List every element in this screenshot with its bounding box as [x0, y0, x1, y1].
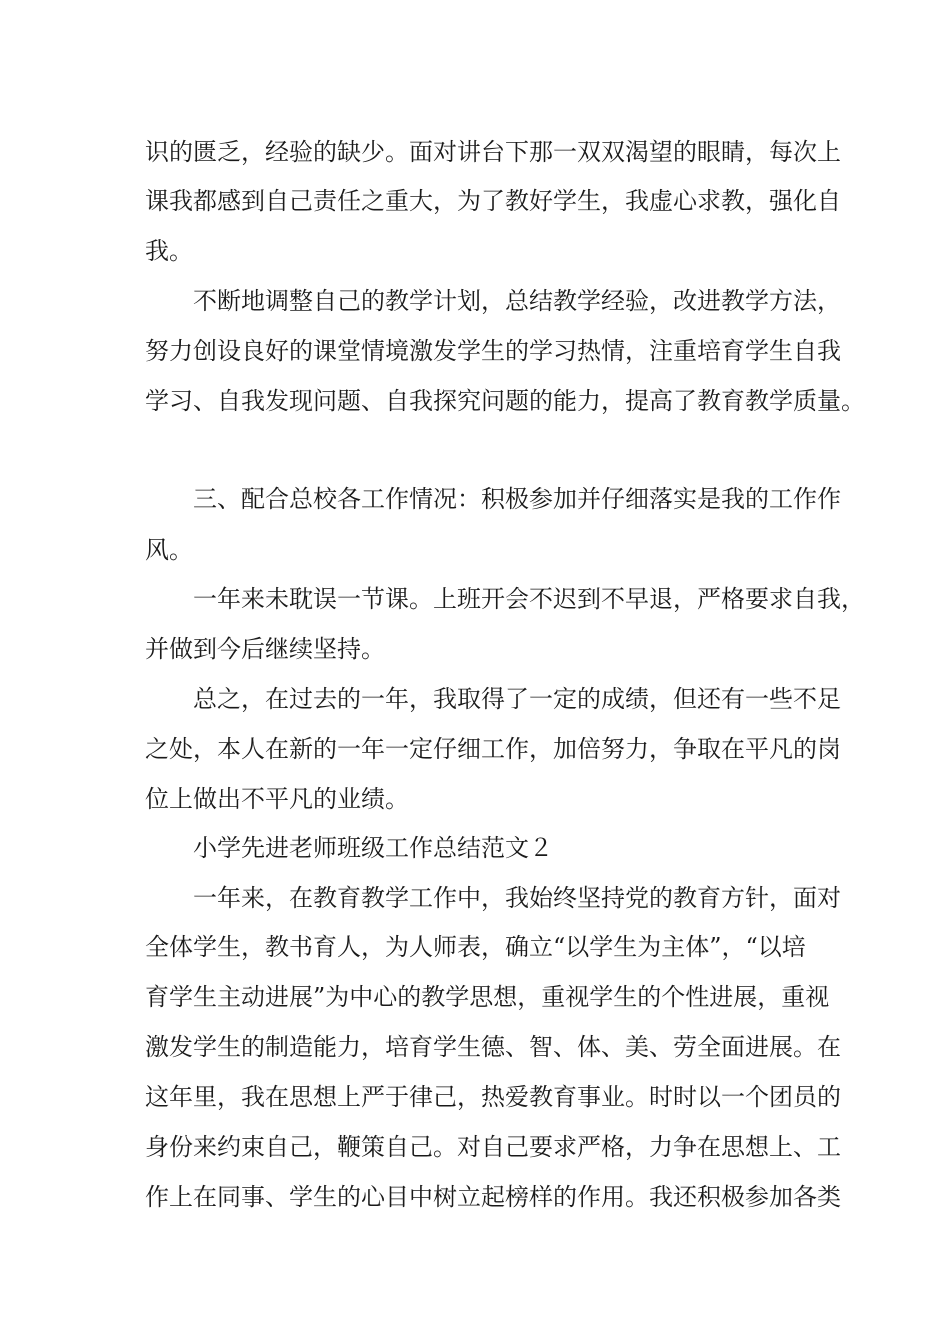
- text-line: 风。: [145, 536, 193, 564]
- text-line: 识的匮乏，经验的缺少。面对讲台下那一双双渴望的眼睛，每次上: [145, 138, 841, 166]
- text-line: 激发学生的制造能力，培育学生德、智、体、美、劳全面进展。在: [145, 1033, 841, 1061]
- text-line: 努力创设良好的课堂情境激发学生的学习热情，注重培育学生自我: [145, 337, 841, 365]
- text-line: 作上在同事、学生的心目中树立起榜样的作用。我还积极参加各类: [145, 1183, 841, 1211]
- text-line: 育学生主动进展”为中心的教学思想，重视学生的个性进展，重视: [145, 983, 830, 1011]
- text-line: 我。: [145, 237, 193, 265]
- section-heading-line: 三、配合总校各工作情况：积极参加并仔细落实是我的工作作: [193, 485, 841, 513]
- text-line: 课我都感到自己责任之重大，为了教好学生，我虚心求教，强化自: [145, 187, 841, 215]
- text-line: 全体学生，教书育人，为人师表，确立“以学生为主体”，“以培: [145, 933, 806, 961]
- paragraph-first-line: 总之，在过去的一年，我取得了一定的成绩，但还有一些不足: [193, 685, 841, 713]
- text-line: 这年里，我在思想上严于律己，热爱教育事业。时时以一个团员的: [145, 1083, 841, 1111]
- paragraph-first-line: 一年来未耽误一节课。上班开会不迟到不早退，严格要求自我，: [193, 585, 865, 613]
- text-line: 之处，本人在新的一年一定仔细工作，加倍努力，争取在平凡的岗: [145, 735, 841, 763]
- article-title: 小学先进老师班级工作总结范文２: [193, 834, 553, 862]
- text-line: 学习、自我发现问题、自我探究问题的能力，提高了教育教学质量。: [145, 387, 865, 415]
- paragraph-first-line: 一年来，在教育教学工作中，我始终坚持党的教育方针，面对: [193, 884, 841, 912]
- text-line: 位上做出不平凡的业绩。: [145, 785, 409, 813]
- paragraph-first-line: 不断地调整自己的教学计划，总结教学经验，改进教学方法，: [193, 287, 841, 315]
- text-line: 并做到今后继续坚持。: [145, 635, 385, 663]
- text-line: 身份来约束自己，鞭策自己。对自己要求严格，力争在思想上、工: [145, 1133, 841, 1161]
